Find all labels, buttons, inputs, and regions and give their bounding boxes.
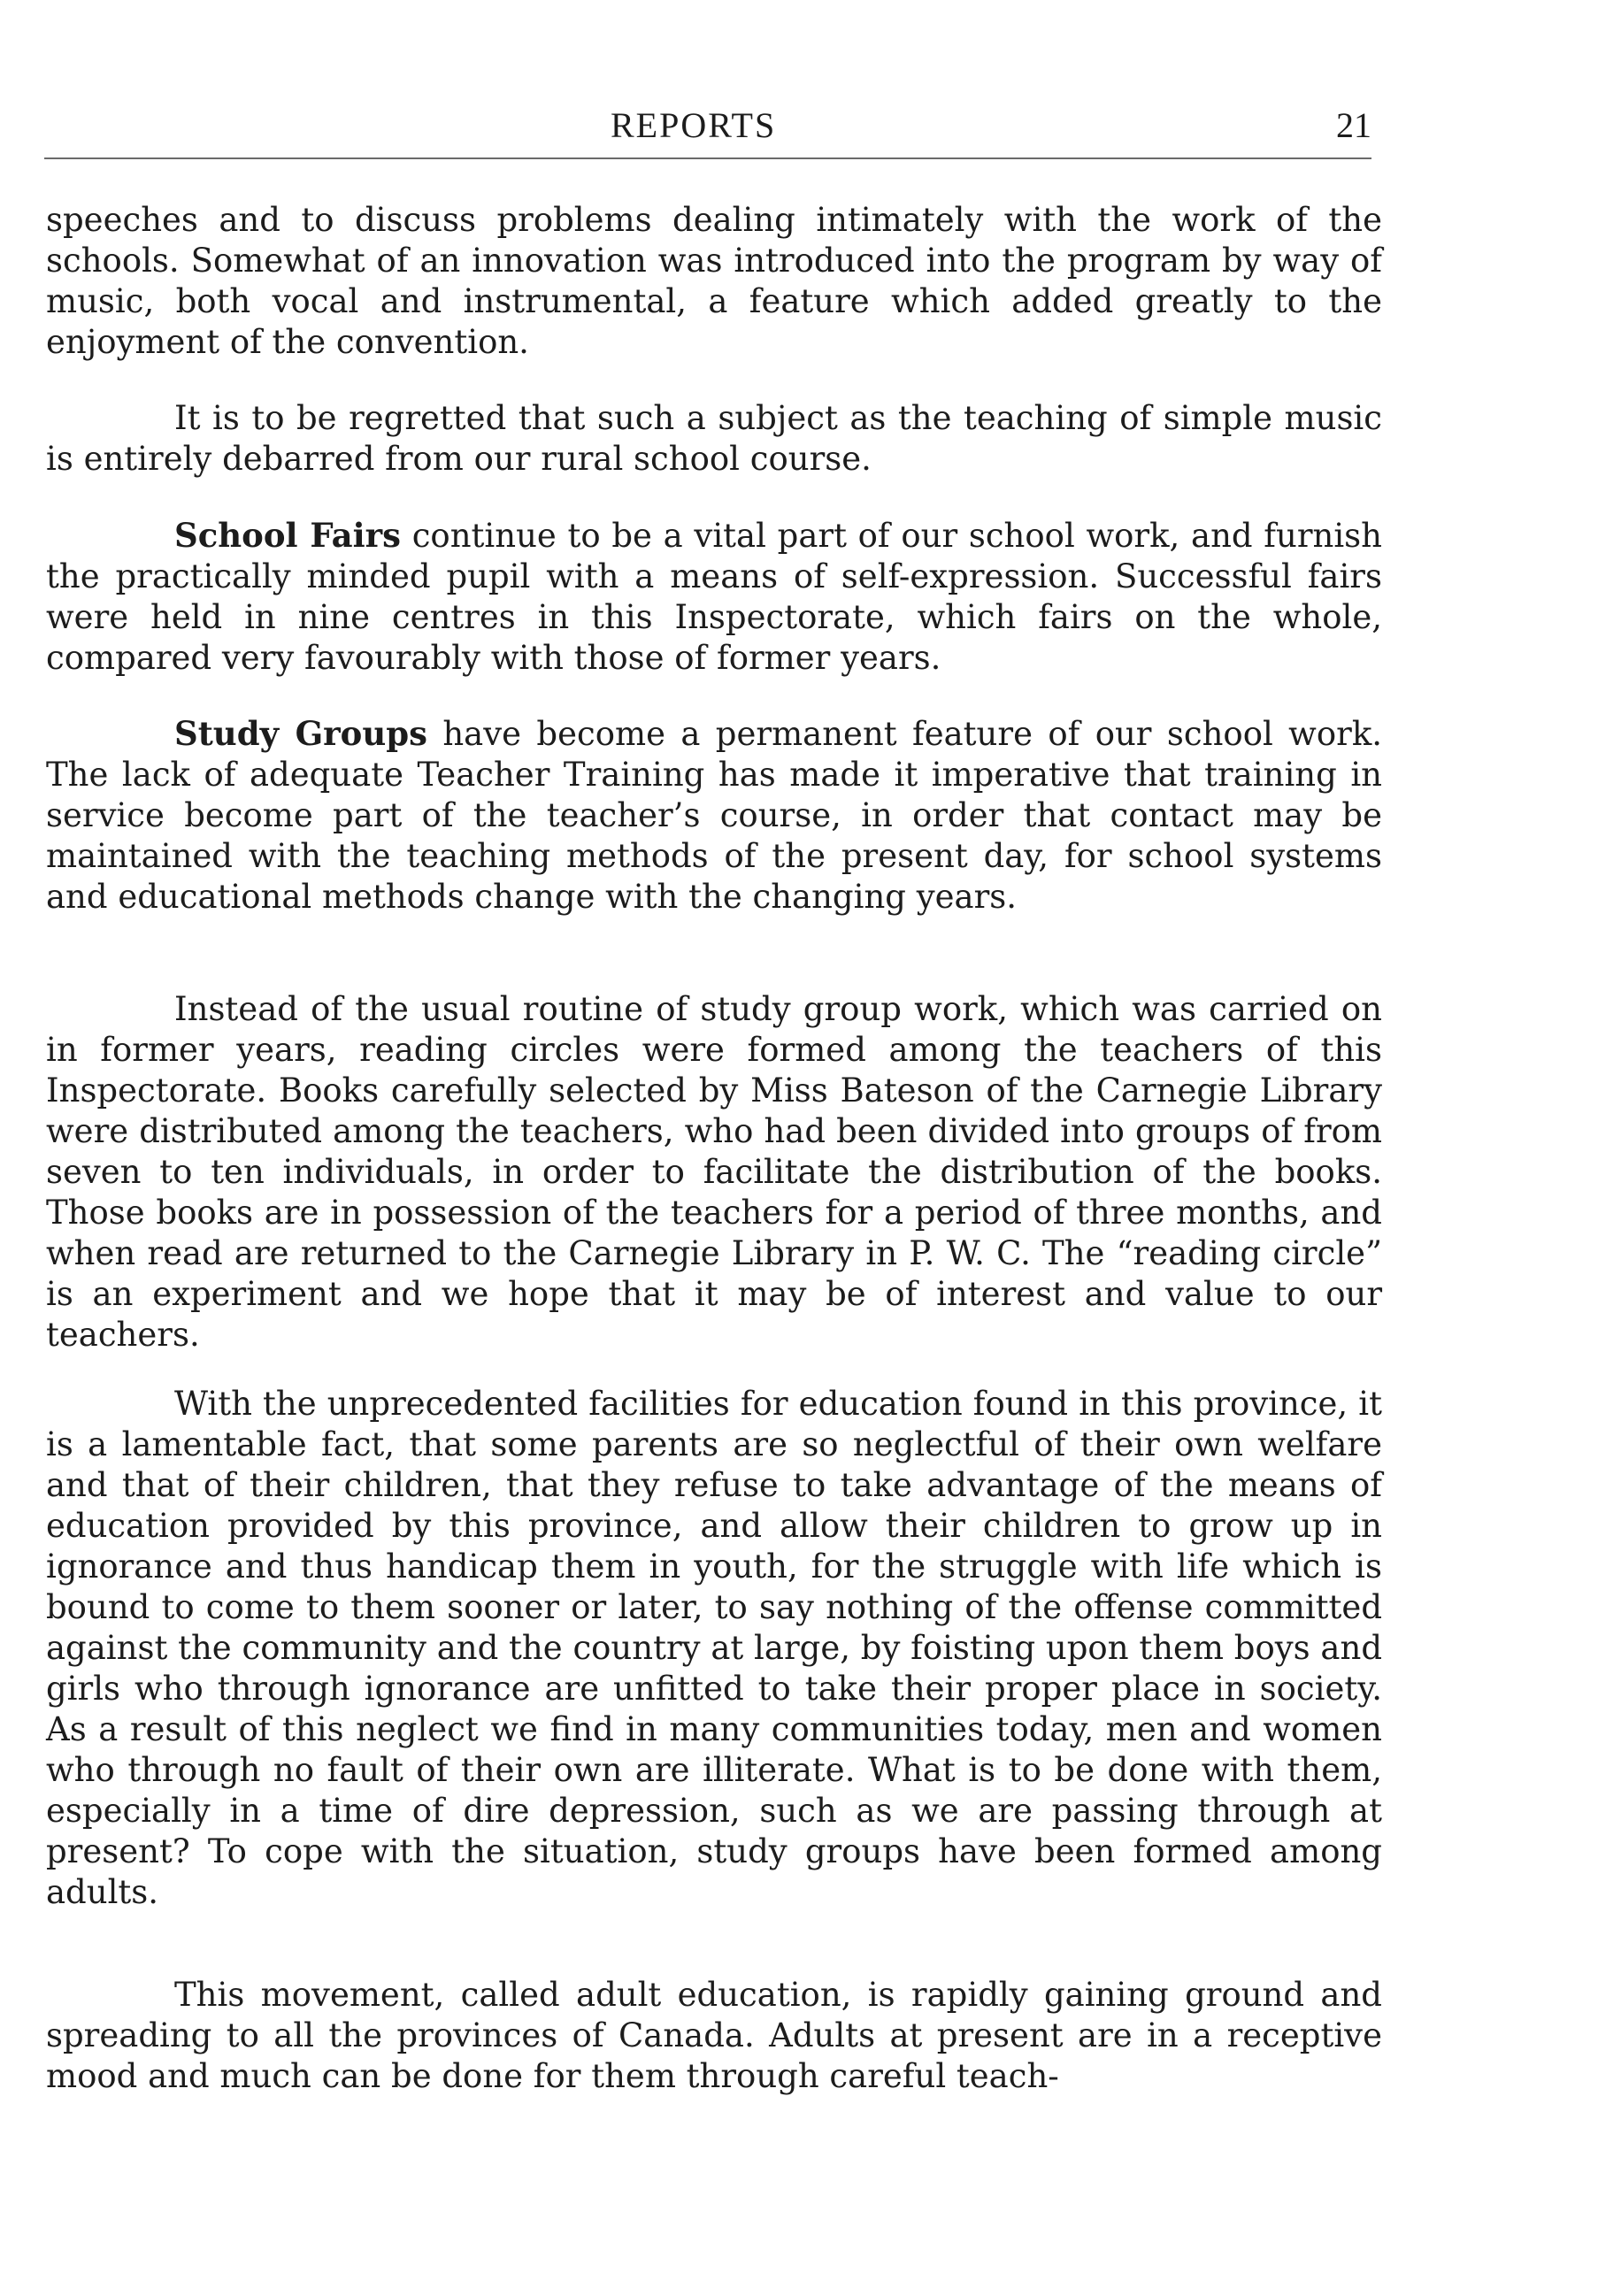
paragraph-text: speeches and to discuss problems dealing intimately with the work of the schools. Somewhat of an innovation was introduced into the program by way of music, both vocal and instrumental, a feature which added greatly to the enjoyment of the convention.: [46, 201, 1382, 361]
paragraph-adult-education: [46, 1975, 1382, 2097]
paragraph-reading-circles: [46, 989, 1382, 1355]
paragraph-text: This movement, called adult education, is rapidly gaining ground and spreading to all the provinces of Canada. Adults at present are in a receptive mood and much can be done for them through careful teach-: [46, 1976, 1382, 2095]
paragraph-education-facilities: [46, 1384, 1382, 1913]
paragraph-music: [46, 398, 1382, 480]
paragraph-lead-heading: School Fairs: [174, 516, 401, 555]
page-number: 21: [1336, 105, 1371, 145]
paragraph-text: continue to be a vital part of our school work, and furnish the practically minded pupil with a means of self-expression. Successful fairs were held in nine centres in this Inspectorate, which fairs on the whole, compared very favourably with those of former years.: [46, 517, 1382, 677]
paragraph-convention-continued: [46, 200, 1382, 363]
paragraph-text: With the unprecedented facilities for education found in this province, it is a lamentable fact, that some parents are so neglectful of their own welfare and that of their children, that they refuse to take advantage of the means of education provided by this province, and allow their children to grow up in ignorance and thus handicap them in youth, for the struggle with life which is bound to come to them sooner or later, to say nothing of the offense committed against the community and the country at large, by foisting upon them boys and girls who through ignorance are unfitted to take their proper place in society. As a result of this neglect we find in many communities today, men and women who through no fault of their own are illiterate. What is to be done with them, especially in a time of dire depression, such as we are passing through at present? To cope with the situation, study groups have been formed among adults.: [46, 1385, 1382, 1911]
paragraph-school-fairs: [46, 515, 1382, 679]
paragraph-text: It is to be regretted that such a subject as the teaching of simple music is entirely debarred from our rural school course.: [46, 399, 1382, 478]
running-title: REPORTS: [611, 105, 777, 145]
page-header: [44, 104, 1371, 149]
paragraph-study-groups: [46, 713, 1382, 918]
paragraph-lead-heading: Study Groups: [174, 714, 427, 753]
paragraph-text: have become a permanent feature of our school work. The lack of adequate Teacher Training has made it imperative that training in service become part of the teacher’s course, in order that contact may be maintained with the teaching methods of the present day, for school systems and educational methods change with the changing years.: [46, 715, 1382, 916]
paragraph-text: Instead of the usual routine of study group work, which was carried on in former years, reading circles were formed among the teachers of this Inspectorate. Books carefully selected by Miss Bateson of the Carnegie Library were distributed among the teachers, who had been divided into groups of from seven to ten individuals, in order to facilitate the distribution of the books. Those books are in possession of the teachers for a period of three months, and when read are returned to the Carnegie Library in P. W. C. The “reading circle” is an experiment and we hope that it may be of interest and value to our teachers.: [46, 990, 1382, 1354]
header-rule: [44, 157, 1371, 159]
